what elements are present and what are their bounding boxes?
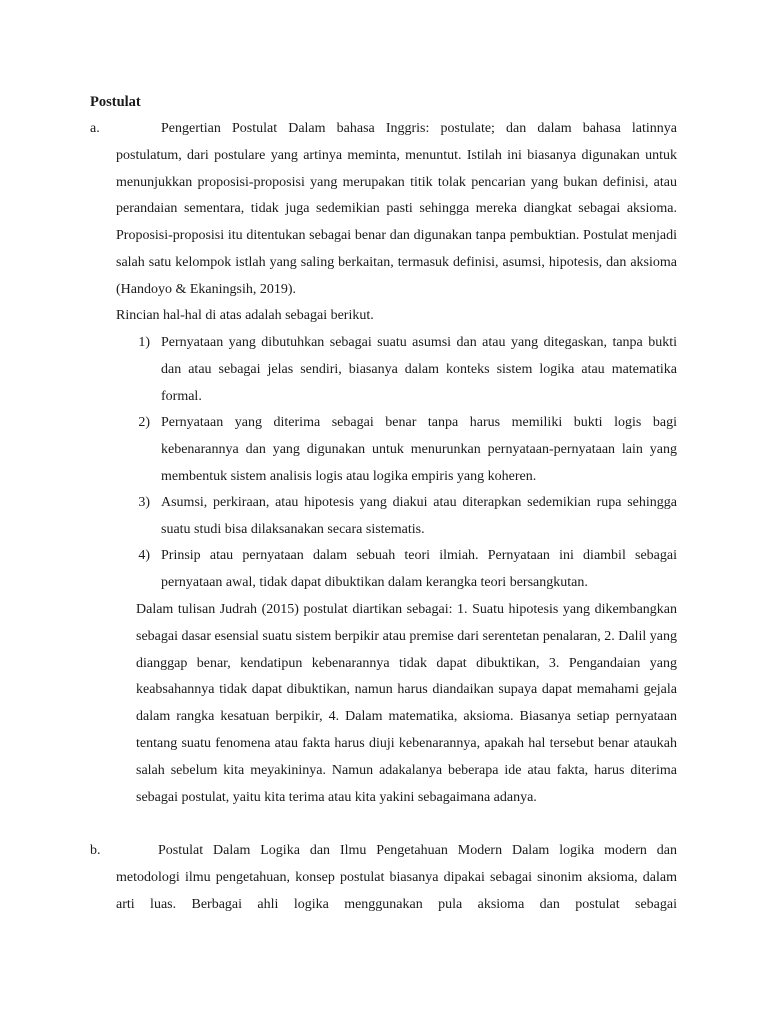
list-item-marker: 1)	[138, 335, 150, 350]
section-a-paragraph: Pengertian Postulat Dalam bahasa Inggris: postulate; dan dalam bahasa latinnya postulatum, dari postulare yang artinya meminta, menuntut. Istilah ini biasanya digunakan untuk menunjukkan proposisi-proposisi yang merupakan titik tolak pencarian yang bukan definisi, atau perandaian sementara, tidak juga sedemikian pasti sehingga mereka diangkat sebagai aksioma. Proposisi-proposisi itu ditentukan sebagai benar dan digunakan tanpa pembuktian. Postulat menjadi salah satu kelompok istlah yang saling berkaitan, termasuk definisi, asumsi, hipotesis, dan aksioma (Handoyo & Ekaningsih, 2019).	[116, 121, 677, 297]
section-a-marker: a.	[90, 121, 100, 136]
section-a-closing: Dalam tulisan Judrah (2015) postulat diartikan sebagai: 1. Suatu hipotesis yang dikembangkan sebagai dasar esensial suatu sistem berpikir atau premise dari serentetan penalaran, 2. Dalil yang dianggap benar, kendatipun kebenarannya tidak dapat dibuktikan, 3. Pengandaian yang keabsahannya tidak dapat dibuktikan, namun harus diandaikan supaya dapat memahami gejala dalam rangka kesatuan berpikir, 4. Dalam matematika, aksioma. Biasanya setiap pernyataan tentang suatu fenomena atau fakta harus diuji kebenarannya, apakah hal tersebut benar ataukah salah sebelum kita meyakininya. Namun adakalanya beberapa ide atau fakta, harus diterima sebagai postulat, yaitu kita terima atau kita yakini sebagaimana adanya.	[136, 602, 677, 805]
list-item-marker: 4)	[138, 548, 150, 563]
list-item-marker: 2)	[138, 415, 150, 430]
section-b-paragraph: Postulat Dalam Logika dan Ilmu Pengetahuan Modern Dalam logika modern dan metodologi ilmu pengetahuan, konsep postulat biasanya dipakai sebagai sinonim aksioma, dalam arti luas. Berbagai ahli logika menggunakan pula aksioma dan postulat sebagai	[116, 843, 677, 912]
section-a-intro: Rincian hal-hal di atas adalah sebagai berikut.	[116, 308, 374, 323]
section-heading: Postulat	[90, 94, 141, 110]
list-item-marker: 3)	[138, 495, 150, 510]
list-item: Pernyataan yang diterima sebagai benar tanpa harus memiliki bukti logis bagi kebenarannya dan yang digunakan untuk menurunkan pernyataan-pernyataan lain yang membentuk sistem analisis logis atau logika empiris yang koheren.	[161, 415, 677, 484]
list-item: Pernyataan yang dibutuhkan sebagai suatu asumsi dan atau yang ditegaskan, tanpa bukti dan atau sebagai jelas sendiri, biasanya dalam konteks sistem logika atau matematika formal.	[161, 335, 677, 404]
section-b-marker: b.	[90, 843, 101, 858]
list-item: Asumsi, perkiraan, atau hipotesis yang diakui atau diterapkan sedemikian rupa sehingga suatu studi bisa dilaksanakan secara sistematis.	[161, 495, 677, 537]
list-item: Prinsip atau pernyataan dalam sebuah teori ilmiah. Pernyataan ini diambil sebagai pernyataan awal, tidak dapat dibuktikan dalam kerangka teori bersangkutan.	[161, 548, 677, 590]
